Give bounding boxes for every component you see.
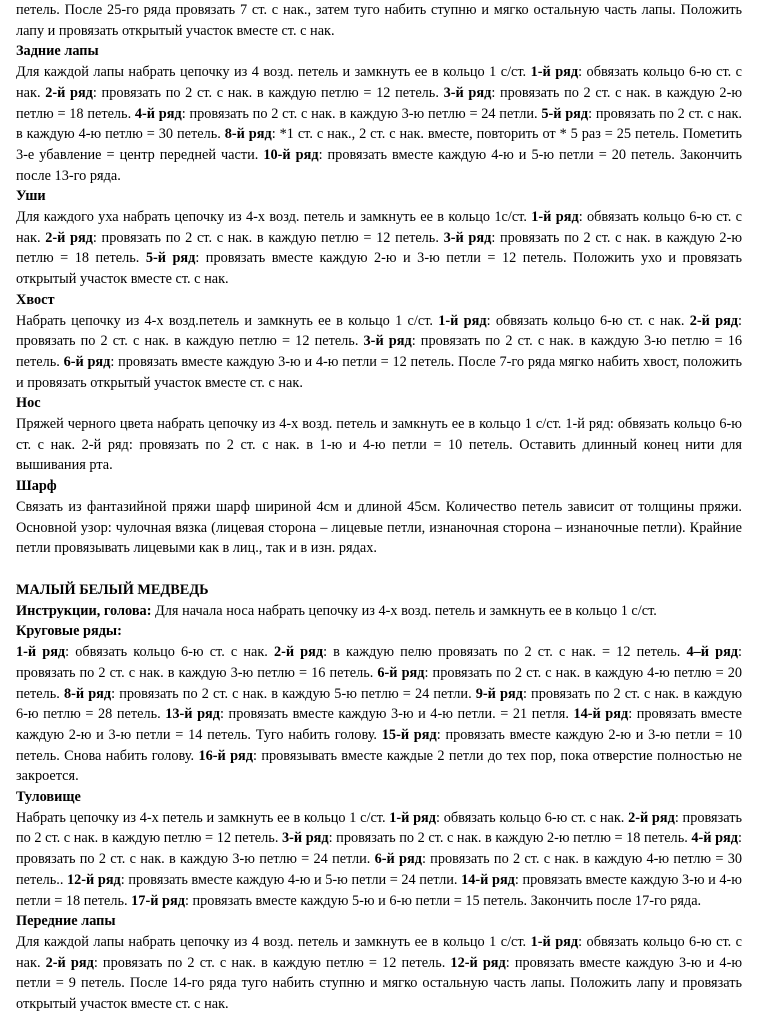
instruction-paragraph xyxy=(16,311,742,394)
instruction-paragraph xyxy=(16,0,742,41)
row-label: 1-й ряд xyxy=(438,312,487,329)
text-run: : провязать по 2 ст. с нак. в каждую 2-ю петлю = 18 петель. xyxy=(16,229,743,267)
text-run: : провязать по 2 ст. с нак. в каждую петлю = 12 петель. xyxy=(93,954,451,971)
instruction-paragraph xyxy=(16,642,742,787)
instruction-paragraph xyxy=(16,601,742,622)
text-run: : провязать вместе каждую 4-ю и 5-ю петли = 20 петель. Закончить после 13-го ряда. xyxy=(16,146,742,184)
instruction-paragraph xyxy=(16,207,742,290)
text-run: : обвязать кольцо 6-ю ст. с нак. xyxy=(16,64,742,101)
section-heading: Нос xyxy=(16,395,41,412)
row-label: 3-й ряд xyxy=(443,84,492,101)
text-run: : провязать вместе каждую 3-ю и 4-ю петли = 18 петель. xyxy=(16,871,742,909)
row-label: 15-й ряд xyxy=(381,726,437,743)
row-label: 3-й ряд xyxy=(281,830,329,847)
row-label: 14-й ряд xyxy=(573,706,629,723)
instruction-paragraph xyxy=(16,414,742,476)
row-label: 1-й ряд xyxy=(530,933,579,950)
section-heading: Передние лапы xyxy=(16,913,116,930)
row-label: 2-й ряд xyxy=(45,954,94,971)
text-run: : провязать по 2 ст. с нак. в каждую 3-ю петлю = 16 петель. xyxy=(16,333,742,370)
row-label: 12-й ряд xyxy=(450,954,506,971)
text-run: : обвязать кольцо 6-ю ст. с нак. xyxy=(65,644,274,661)
instruction-paragraph xyxy=(16,497,742,559)
row-label: 5-й ряд xyxy=(541,105,589,122)
text-run: : провязывать вместе каждые 2 петли до тех пор, пока отверстие полностью не закроется. xyxy=(16,747,742,785)
text-run: Для начала носа набрать цепочку из 4-х возд. петель и замкнуть ее в кольцо 1 с/ст. xyxy=(151,602,657,619)
text-run: : провязать по 2 ст. с нак. в каждую 4-ю петлю = 20 петель. xyxy=(16,664,742,702)
row-label: 6-й ряд xyxy=(377,664,425,681)
text-run: Пряжей черного цвета набрать цепочку из 4-х возд. петель и замкнуть ее в кольцо 1 с/ст. 1-й ряд: обвязать кольцо 6-ю ст. с нак. 2-й ряд: провязать по 2 ст. с нак. в 1-ю и 4-ю петли = 10 петель. Оставить длинный конец нити для вышивания рта. xyxy=(16,416,742,474)
section-heading: Круговые ряды: xyxy=(16,623,122,640)
row-label: 1-й ряд xyxy=(531,209,579,226)
text-run: : обвязать кольцо 6-ю ст. с нак. xyxy=(16,209,742,246)
text-run: : провязать по 2 ст. с нак. в каждую петлю = 12 петель. xyxy=(92,84,444,101)
section-heading: Шарф xyxy=(16,478,57,495)
text-run: Набрать цепочку из 4-х возд.петель и замкнуть ее в кольцо 1 с/ст. xyxy=(16,312,439,329)
text-run: : обвязать кольцо 6-ю ст. с нак. xyxy=(486,312,690,329)
instruction-paragraph xyxy=(16,932,742,1015)
row-label: 3-й ряд xyxy=(363,333,412,350)
row-label: 1-й ряд xyxy=(16,644,66,661)
section-heading: Туловище xyxy=(16,789,81,806)
document-page xyxy=(16,0,742,1015)
text-run: петель. После 25-го ряда провязать 7 ст. с нак., затем туго набить ступню и мягко остальную часть лапы. Положить лапу и провязать открытый участок вместе ст. с нак. xyxy=(16,2,742,39)
row-label: 3-й ряд xyxy=(443,229,492,246)
text-run: Для каждого уха набрать цепочку из 4-х возд. петель и замкнуть ее в кольцо 1с/ст. xyxy=(16,209,532,226)
row-label: 8-й ряд xyxy=(63,685,112,702)
text-run: : провязать по 2 ст. с нак. в каждую 6-ю петлю = 28 петель. xyxy=(16,685,743,723)
row-label: 1-й ряд xyxy=(389,809,437,826)
row-label: 10-й ряд xyxy=(263,146,319,163)
instruction-paragraph xyxy=(16,808,742,912)
text-run: : провязать по 2 ст. с нак. в каждую 5-ю петлю = 24 петли. xyxy=(111,685,476,702)
row-label: 2-й ряд xyxy=(273,644,324,661)
text-run: : провязать вместе каждую 5-ю и 6-ю петли = 15 петель. Закончить после 17-го ряда. xyxy=(184,892,702,909)
text-run: : провязать по 2 ст. с нак. в каждую петлю = 12 петель. xyxy=(92,229,444,246)
row-label: 2-й ряд xyxy=(689,312,739,329)
text-run: : провязать по 2 ст. с нак. в каждую 2-ю петлю = 18 петель. xyxy=(16,84,743,122)
section-heading: Уши xyxy=(16,188,46,205)
instruction-paragraph xyxy=(16,62,742,186)
text-run: : обвязать кольцо 6-ю ст. с нак. xyxy=(16,933,742,971)
row-label: 8-й ряд xyxy=(224,126,272,143)
row-label: 13-й ряд xyxy=(165,706,221,723)
text-run: Набрать цепочку из 4-х петель и замкнуть ее в кольцо 1 с/ст. xyxy=(16,809,390,826)
row-label: 6-й ряд xyxy=(63,353,111,370)
row-label: 4-й ряд xyxy=(691,830,739,847)
text-run: : провязать вместе каждую 3-ю и 4-ю петли = 9 петель. После 14-го ряда туго набить ступню и мягко остальную часть лапы. Положить лапу и провязать открытый участок вместе ст. с нак. xyxy=(16,954,743,1013)
row-label: 6-й ряд xyxy=(374,851,422,868)
text-run: : провязать по 2 ст. с нак. в каждую 3-ю петлю = 24 петли. xyxy=(16,830,743,868)
row-label: Инструкции, голова: xyxy=(16,602,152,619)
text-run: : провязать вместе каждую 3-ю и 4-ю петли = 12 петель. После 7-го ряда мягко набить хвост, положить и провязать открытый участок вместе ст. с нак. xyxy=(16,353,742,391)
text-run: : обвязать кольцо 6-ю ст. с нак. xyxy=(436,809,629,826)
section-heading: МАЛЫЙ БЕЛЫЙ МЕДВЕДЬ xyxy=(16,581,209,598)
row-label: 9-й ряд xyxy=(475,685,523,702)
text-run: : провязать вместе каждую 2-ю и 3-ю петли = 12 петель. Положить ухо и провязать открытый участок вместе ст. с нак. xyxy=(16,250,742,288)
text-run: : провязать по 2 ст. с нак. в каждую 3-ю петлю = 24 петли. xyxy=(181,105,542,122)
text-run: : *1 ст. с нак., 2 ст. с нак. вместе, повторить от * 5 раз = 25 петель. Пометить 3-е убавление = центр передней части. xyxy=(16,126,743,163)
text-run: Для каждой лапы набрать цепочку из 4 возд. петель и замкнуть ее в кольцо 1 с/ст. xyxy=(16,64,531,81)
text-run: : провязать вместе каждую 2-ю и 3-ю петли = 14 петель. Туго набить голову. xyxy=(16,706,742,743)
row-label: 2-й ряд xyxy=(628,809,675,826)
section-heading: Задние лапы xyxy=(16,43,99,60)
text-run: : провязать по 2 ст. с нак. в каждую петлю = 12 петель. xyxy=(16,809,743,847)
row-label: 17-й ряд xyxy=(131,892,185,909)
text-run: : провязать по 2 ст. с нак. в каждую 4-ю петлю = 30 петель.. xyxy=(16,851,742,888)
row-label: 12-й ряд xyxy=(66,871,121,888)
row-label: 2-й ряд xyxy=(45,229,93,246)
row-label: 1-й ряд xyxy=(530,64,579,81)
text-run: : провязать вместе каждую 3-ю и 4-ю петли. = 21 петля. xyxy=(220,706,574,723)
row-label: 14-й ряд xyxy=(461,871,515,888)
text-run: Связать из фантазийной пряжи шарф шириной 4см и длиной 45см. Количество петель зависит от толщины пряжи. Основной узор: чулочная вязка (лицевая сторона – лицевые петли, изнаночная сторона – изнаночные петли). Крайние петли провязывать лицевыми как в лиц., так и в изн. рядах. xyxy=(16,498,742,557)
text-run: Для каждой лапы набрать цепочку из 4 возд. петель и замкнуть ее в кольцо 1 с/ст. xyxy=(16,933,531,950)
row-label: 4–й ряд xyxy=(686,644,739,661)
section-heading: Хвост xyxy=(16,291,55,308)
text-run: : провязать вместе каждую 4-ю и 5-ю петли = 24 петли. xyxy=(120,871,462,888)
row-label: 16-й ряд xyxy=(198,747,253,764)
text-run: : провязать по 2 ст. с нак. в каждую петлю = 12 петель. xyxy=(16,312,743,350)
row-label: 4-й ряд xyxy=(134,105,182,122)
text-run: : в каждую пелю провязать по 2 ст. с нак. = 12 петель. xyxy=(323,644,687,661)
row-label: 2-й ряд xyxy=(45,84,93,101)
text-run: : провязать по 2 ст. с нак. в каждую 3-ю петлю = 16 петель. xyxy=(16,644,743,681)
text-run: : провязать по 2 ст. с нак. в каждую 4-ю петлю = 30 петель. xyxy=(16,105,743,143)
section-spacer xyxy=(16,559,742,580)
text-run: : провязать вместе каждую 2-ю и 3-ю петли = 10 петель. Снова набить голову. xyxy=(16,726,743,764)
text-run: : провязать по 2 ст. с нак. в каждую 2-ю петлю = 18 петель. xyxy=(328,830,692,847)
row-label: 5-й ряд xyxy=(145,250,196,267)
